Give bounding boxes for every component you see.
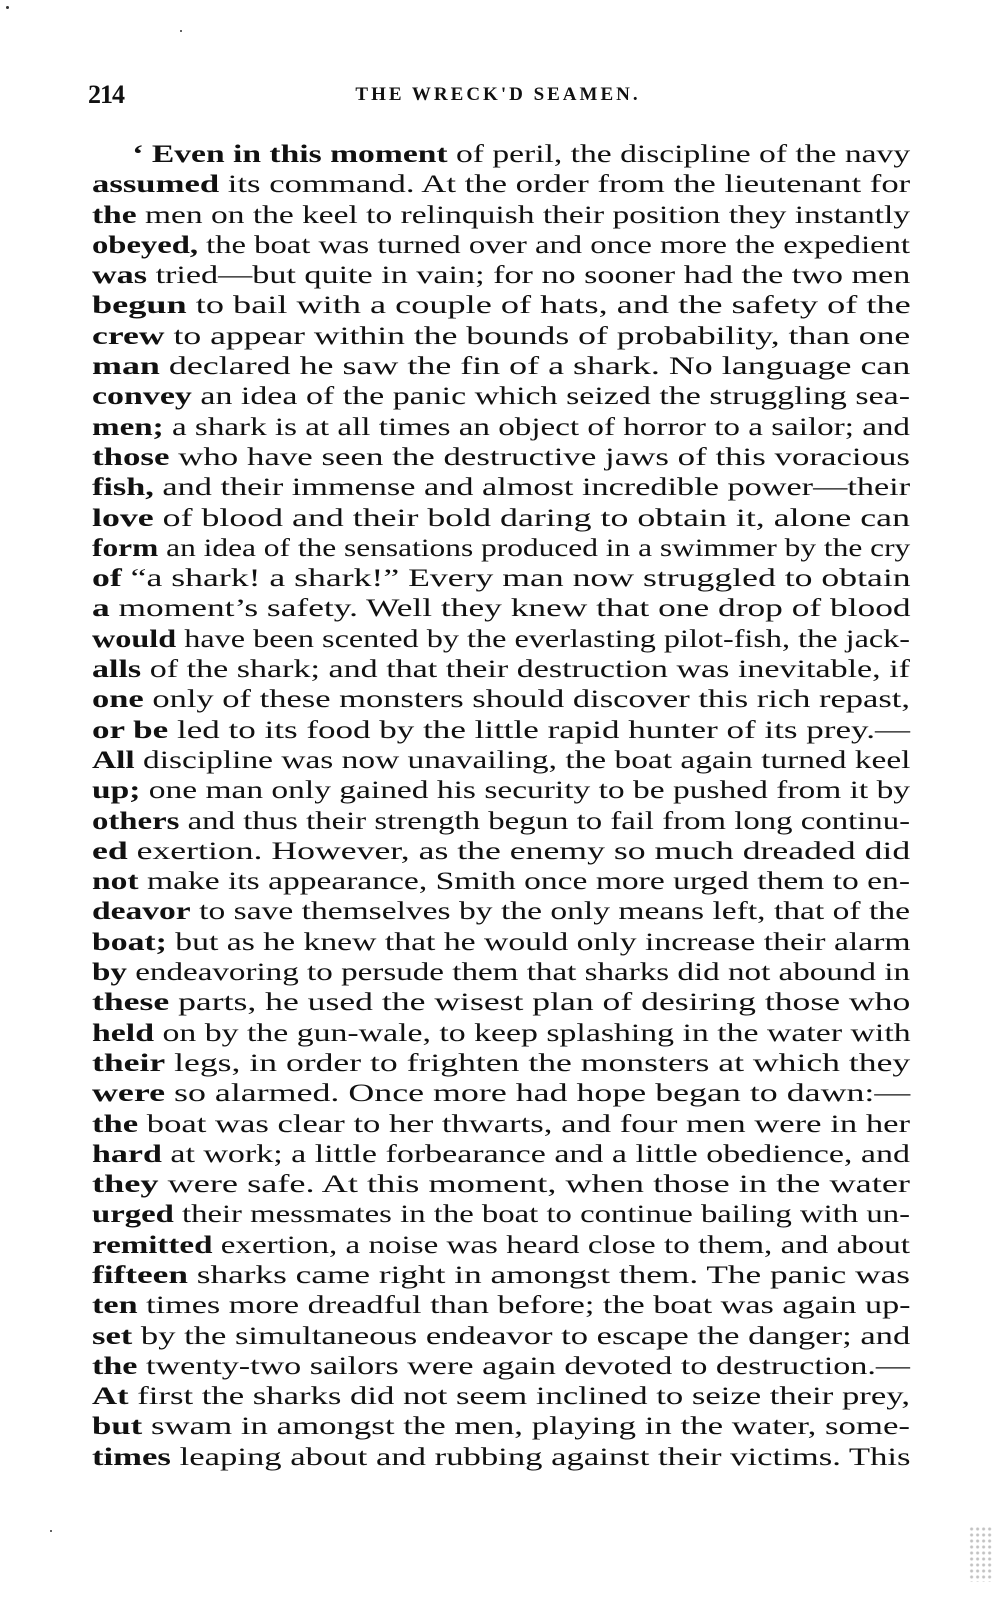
- text-line: [92, 837, 910, 867]
- text-line: [92, 1019, 910, 1049]
- line-lead-text: was: [92, 262, 148, 290]
- line-text: tried—but quite in vain; for no sooner had the two men: [147, 262, 911, 290]
- text-line: [92, 1110, 910, 1140]
- line-lead-text: convey: [92, 383, 192, 411]
- line-text: of blood and their bold daring to obtain it, alone can: [153, 504, 910, 532]
- line-lead-text: begun: [92, 292, 187, 320]
- line-text: endeavoring to persude them that sharks did not abound in: [126, 959, 910, 987]
- line-lead-text: their: [92, 1049, 166, 1077]
- text-line: [92, 352, 910, 382]
- line-lead-text: were: [92, 1080, 166, 1108]
- text-line: [92, 867, 910, 897]
- line-lead-text: these: [92, 989, 170, 1017]
- scan-artifact: [968, 1526, 992, 1582]
- line-lead-text: the: [92, 1352, 138, 1380]
- line-lead-text: crew: [92, 322, 165, 350]
- line-text: swam in amongst the men, playing in the water, some-: [142, 1413, 910, 1441]
- text-line: [92, 504, 910, 534]
- text-line: [92, 413, 910, 443]
- line-lead-text: held: [92, 1019, 155, 1047]
- line-lead-text: remitted: [92, 1231, 213, 1259]
- text-line: [92, 625, 910, 655]
- line-text: on by the gun-wale, to keep splashing in the water with: [154, 1019, 911, 1047]
- line-text: but as he knew that he would only increase their alarm: [166, 928, 911, 956]
- text-line: [92, 443, 910, 473]
- body-text: [92, 140, 910, 1473]
- line-lead-text: urged: [92, 1201, 174, 1229]
- line-lead-text: not: [92, 868, 139, 896]
- line-lead-text: alls: [92, 656, 142, 684]
- line-text: by the simultaneous endeavor to escape the danger; and: [132, 1322, 911, 1350]
- scan-speck: [50, 1530, 52, 1532]
- line-lead-text: fish,: [92, 474, 154, 502]
- line-lead-text: fifteen: [92, 1261, 188, 1289]
- line-lead-text: would: [92, 625, 177, 653]
- line-lead-text: one: [92, 686, 144, 714]
- text-line: [92, 291, 910, 321]
- line-text: leaping about and rubbing against their victims. This: [170, 1443, 911, 1471]
- page-number: 214: [88, 80, 124, 109]
- line-text: a shark is at all times an object of horror to a sailor; and: [163, 413, 910, 441]
- line-text: and their immense and almost incredible power—their: [153, 474, 911, 502]
- text-line: [92, 1140, 910, 1170]
- line-text: discipline was now unavailing, the boat again turned keel: [134, 746, 911, 774]
- line-lead-text: of: [92, 565, 122, 593]
- line-text: the boat was turned over and once more the expedient: [198, 231, 910, 259]
- line-text: were safe. At this moment, when those in the water: [158, 1171, 910, 1199]
- line-lead-text: others: [92, 807, 180, 835]
- line-text: led to its food by the little rapid hunter of its prey.—: [168, 716, 910, 744]
- line-lead-text: set: [92, 1322, 133, 1350]
- text-line: [92, 201, 910, 231]
- line-text: of the shark; and that their destruction was inevitable, if: [141, 656, 911, 684]
- text-line: [92, 1049, 910, 1079]
- text-line: [92, 534, 910, 564]
- text-line: [92, 1382, 910, 1412]
- line-text: one man only gained his security to be pushed from it by: [140, 777, 911, 805]
- line-text: an idea of the sensations produced in a swimmer by the cry: [158, 534, 911, 562]
- text-line: [92, 685, 910, 715]
- line-text: parts, he used the wisest plan of desiring those who: [169, 989, 911, 1017]
- line-text: who have seen the destructive jaws of this voracious: [169, 443, 911, 471]
- line-lead-text: they: [92, 1171, 159, 1199]
- text-line: [92, 1200, 910, 1230]
- text-line: [92, 1231, 910, 1261]
- line-lead-text: ‘ Even in this moment: [132, 141, 448, 168]
- text-line: [92, 1261, 910, 1291]
- line-text: to appear within the bounds of probability, than one: [164, 322, 911, 350]
- line-text: have been scented by the everlasting pilot-fish, the jack-: [176, 625, 911, 653]
- line-text: to save themselves by the only means left, that of the: [190, 898, 910, 926]
- line-text: their messmates in the boat to continue bailing with un-: [173, 1201, 910, 1229]
- line-text: sharks came right in amongst them. The panic was: [187, 1261, 911, 1289]
- line-lead-text: men;: [92, 413, 164, 441]
- line-lead-text: form: [92, 534, 159, 562]
- line-text: so alarmed. Once more had hope began to dawn:—: [165, 1080, 911, 1108]
- line-lead-text: the: [92, 201, 137, 229]
- text-line: [92, 140, 910, 170]
- text-line: [92, 261, 910, 291]
- text-line: [92, 807, 910, 837]
- text-line: [92, 1291, 910, 1321]
- text-line: [92, 746, 910, 776]
- line-text: legs, in order to frighten the monsters at which they: [165, 1049, 911, 1077]
- text-line: [92, 170, 910, 200]
- line-text: to bail with a couple of hats, and the safety of the: [186, 292, 911, 320]
- text-line: [92, 928, 910, 958]
- line-text: “a shark! a shark!” Every man now struggled to obtain: [121, 565, 911, 593]
- text-line: [92, 988, 910, 1018]
- line-lead-text: ten: [92, 1292, 138, 1320]
- text-line: [92, 231, 910, 261]
- line-text: at work; a little forbearance and a little obedience, and: [161, 1140, 910, 1168]
- line-text: first the sharks did not seem inclined to seize their prey,: [128, 1383, 910, 1411]
- text-line: [92, 1412, 910, 1442]
- line-lead-text: man: [92, 353, 160, 381]
- text-line: [92, 897, 910, 927]
- line-lead-text: times: [92, 1443, 171, 1471]
- line-text: exertion, a noise was heard close to them, and about: [212, 1231, 911, 1259]
- text-line: [92, 655, 910, 685]
- line-text: times more dreadful than before; the boat was again up-: [137, 1292, 911, 1320]
- scan-speck: [180, 30, 182, 32]
- text-line: [92, 473, 910, 503]
- line-lead-text: boat;: [92, 928, 167, 956]
- line-text: declared he saw the fin of a shark. No language can: [159, 353, 911, 381]
- line-text: only of these monsters should discover this rich repast,: [143, 686, 910, 714]
- line-text: and thus their strength begun to fail from long continu-: [179, 807, 910, 835]
- text-line: [92, 382, 910, 412]
- line-lead-text: but: [92, 1413, 143, 1441]
- scan-speck: [6, 6, 9, 9]
- line-text: an idea of the panic which seized the struggling sea-: [191, 383, 910, 411]
- line-lead-text: At: [92, 1383, 129, 1411]
- text-line: [92, 1170, 910, 1200]
- line-text: exertion. However, as the enemy so much dreaded did: [127, 837, 911, 865]
- line-text: twenty-two sailors were again devoted to destruction.—: [137, 1352, 910, 1380]
- line-lead-text: deavor: [92, 898, 191, 926]
- line-lead-text: or be: [92, 716, 169, 744]
- page-header: [88, 80, 908, 110]
- line-text: make its appearance, Smith once more urged them to en-: [138, 868, 910, 896]
- line-lead-text: All: [92, 746, 135, 774]
- text-line: [92, 594, 910, 624]
- text-line: [92, 776, 910, 806]
- running-head: THE WRECK'D SEAMEN.: [355, 84, 641, 105]
- line-text: of peril, the discipline of the navy: [447, 141, 911, 168]
- line-lead-text: assumed: [92, 171, 220, 199]
- text-line: [92, 958, 910, 988]
- text-line: [92, 1443, 910, 1473]
- text-line: [92, 716, 910, 746]
- text-line: [92, 1352, 910, 1382]
- line-text: men on the keel to relinquish their position they instantly: [136, 201, 911, 229]
- line-lead-text: obeyed,: [92, 231, 199, 259]
- line-text: moment’s safety. Well they knew that one drop of blood: [109, 595, 911, 623]
- text-line: [92, 564, 910, 594]
- line-text: its command. At the order from the lieutenant for: [219, 171, 911, 199]
- line-lead-text: the: [92, 1110, 139, 1138]
- line-lead-text: by: [92, 959, 127, 987]
- line-lead-text: up;: [92, 777, 141, 805]
- text-line: [92, 1322, 910, 1352]
- line-lead-text: a: [92, 595, 110, 623]
- line-lead-text: ed: [92, 837, 128, 865]
- line-lead-text: those: [92, 443, 170, 471]
- text-line: [92, 1079, 910, 1109]
- line-lead-text: love: [92, 504, 154, 532]
- line-lead-text: hard: [92, 1140, 162, 1168]
- line-text: boat was clear to her thwarts, and four men were in her: [138, 1110, 910, 1138]
- text-line: [92, 322, 910, 352]
